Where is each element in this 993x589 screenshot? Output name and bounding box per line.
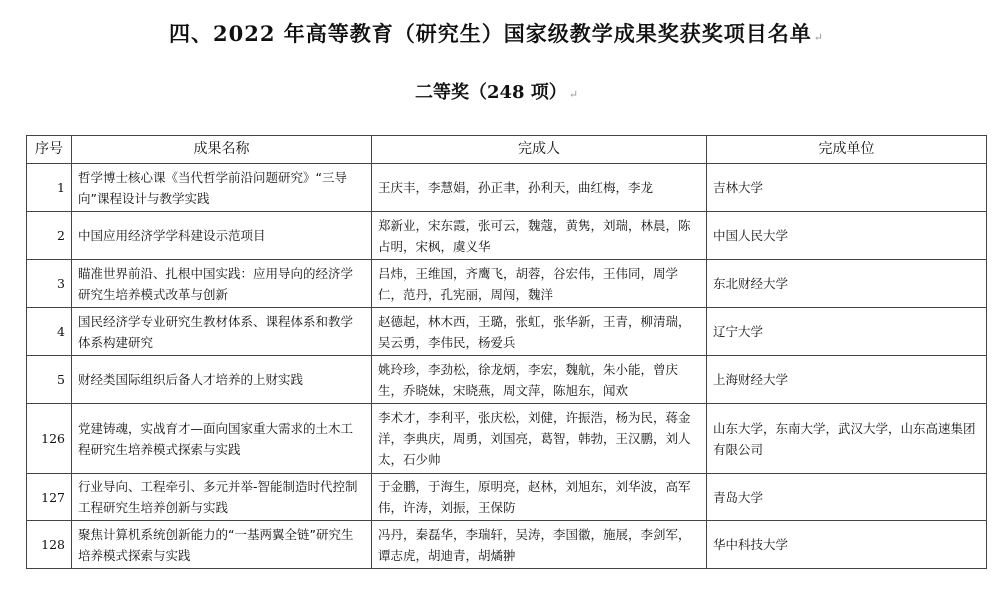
table-row	[27, 521, 987, 569]
table-row	[27, 356, 987, 404]
table-row	[27, 260, 987, 308]
header-serial: 序号	[27, 136, 72, 164]
unit-cell: 吉林大学	[707, 164, 987, 212]
unit-cell: 山东大学，东南大学，武汉大学，山东高速集团有限公司	[707, 404, 987, 474]
serial-cell: 126	[27, 404, 72, 474]
completers-cell: 王庆丰，李慧娟，孙正聿，孙利天，曲红梅，李龙	[372, 164, 707, 212]
achievement-name-cell: 行业导向、工程牵引、多元并举-智能制造时代控制工程研究生培养创新与实践	[72, 474, 372, 521]
subtitle-text: 二等奖（248 项）	[414, 82, 567, 103]
achievement-name-cell: 聚焦计算机系统创新能力的“一基两翼全链”研究生培养模式探索与实践	[72, 521, 372, 569]
header-unit: 完成单位	[707, 136, 987, 164]
award-table	[26, 135, 987, 569]
table-row	[27, 164, 987, 212]
completers-cell: 冯丹，秦磊华，李瑞轩，吴涛，李国徽，施展，李剑军，谭志虎，胡迪青，胡燏翀	[372, 521, 707, 569]
unit-cell: 青岛大学	[707, 474, 987, 521]
completers-cell: 吕炜，王维国，齐鹰飞，胡蓉，谷宏伟，王伟同，周学仁，范丹，孔宪丽，周闯，魏洋	[372, 260, 707, 308]
table-body	[27, 164, 987, 569]
header-achievement-name: 成果名称	[72, 136, 372, 164]
paragraph-mark: ↵	[568, 88, 579, 101]
table-header-row	[27, 136, 987, 164]
unit-cell: 东北财经大学	[707, 260, 987, 308]
paragraph-mark: ↵	[813, 31, 824, 44]
completers-cell: 于金鹏，于海生，原明亮，赵林，刘旭东，刘华波，高军伟，许涛，刘振，王保防	[372, 474, 707, 521]
achievement-name-cell: 国民经济学专业研究生教材体系、课程体系和教学体系构建研究	[72, 308, 372, 356]
unit-cell: 上海财经大学	[707, 356, 987, 404]
serial-cell: 1	[27, 164, 72, 212]
completers-cell: 赵德起，林木西，王璐，张虹，张华新，王青，柳清瑞，吴云勇，李伟民，杨爱兵	[372, 308, 707, 356]
unit-cell: 辽宁大学	[707, 308, 987, 356]
completers-cell: 姚玲珍，李劲松，徐龙炳，李宏，魏航，朱小能，曾庆生，乔晓妹，宋晓燕，周文萍，陈旭东，闻欢	[372, 356, 707, 404]
header-completers: 完成人	[372, 136, 707, 164]
achievement-name-cell: 瞄准世界前沿、扎根中国实践：应用导向的经济学研究生培养模式改革与创新	[72, 260, 372, 308]
serial-cell: 128	[27, 521, 72, 569]
table-row	[27, 308, 987, 356]
table-row	[27, 404, 987, 474]
title-text: 四、2022 年高等教育（研究生）国家级教学成果奖获奖项目名单	[169, 21, 812, 46]
unit-cell: 中国人民大学	[707, 212, 987, 260]
document-title	[0, 18, 993, 48]
completers-cell: 郑新业，宋东霞，张可云，魏蔻，黄隽，刘瑞，林晨，陈占明，宋枫，虞义华	[372, 212, 707, 260]
serial-cell: 5	[27, 356, 72, 404]
achievement-name-cell: 党建铸魂，实战育才—面向国家重大需求的土木工程研究生培养模式探索与实践	[72, 404, 372, 474]
achievement-name-cell: 中国应用经济学学科建设示范项目	[72, 212, 372, 260]
serial-cell: 2	[27, 212, 72, 260]
achievement-name-cell: 财经类国际组织后备人才培养的上财实践	[72, 356, 372, 404]
serial-cell: 127	[27, 474, 72, 521]
serial-cell: 4	[27, 308, 72, 356]
completers-cell: 李术才，李利平，张庆松，刘健，许振浩，杨为民，蒋金洋，李典庆，周勇，刘国亮，葛智，韩勃，王汉鹏，刘人太，石少帅	[372, 404, 707, 474]
table-row	[27, 212, 987, 260]
award-level-subtitle	[0, 78, 993, 104]
unit-cell: 华中科技大学	[707, 521, 987, 569]
table-row	[27, 474, 987, 521]
serial-cell: 3	[27, 260, 72, 308]
achievement-name-cell: 哲学博士核心课《当代哲学前沿问题研究》“三导向”课程设计与教学实践	[72, 164, 372, 212]
